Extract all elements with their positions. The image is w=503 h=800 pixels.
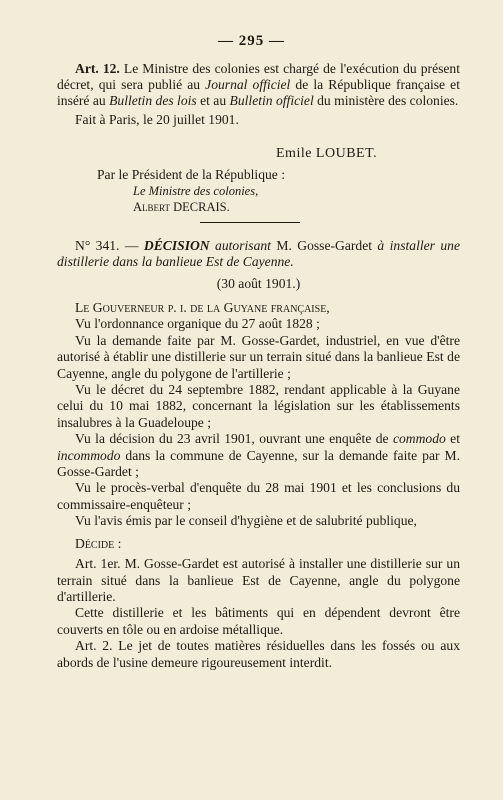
decide-heading: Décide : <box>75 535 122 551</box>
decision-date: (30 août 1901.) <box>216 276 301 292</box>
article-2-label: Art. 2. <box>75 638 113 654</box>
vu-4-text: Vu la décision du 23 avril 1901, ouvrant une enquête de <box>75 431 393 447</box>
le-ministre: Le Ministre des colonies, <box>133 184 259 198</box>
vu-paragraph-6: Vu l'avis émis par le conseil d'hygiène et de salubrité publique, <box>75 513 417 529</box>
article-2 <box>57 638 460 671</box>
page-number: — 295 — <box>218 33 285 49</box>
vu-paragraph-4 <box>57 431 460 480</box>
article-1-continued: Cette distillerie et les bâtiments qui en dépendent devront être couverts en tôle ou en ardoise métallique. <box>57 605 460 637</box>
article-12-text-3: et au <box>196 93 230 109</box>
decision-title-4: à installer une distillerie dans la banlieue Est de Cayenne. <box>57 238 460 270</box>
par-le-president: Par le Président de la République : <box>97 167 286 182</box>
decision-heading <box>57 238 460 293</box>
governor-line: Le Gouverneur p. i. de la Guyane française, <box>75 300 330 315</box>
vu-paragraph-3: Vu le décret du 24 septembre 1882, rendant applicable à la Guyane celui du 10 mai 1882, concernant la législation sur les établissements insalubres à la Guadeloupe ; <box>57 382 460 430</box>
minister-name: Albert DECRAIS. <box>133 200 230 214</box>
decision-body <box>57 300 460 671</box>
decision-label: DÉCISION <box>143 238 210 253</box>
article-1 <box>57 556 460 605</box>
incommodo: incommodo <box>57 447 121 463</box>
article-12-text: Le Ministre des colonies est chargé de l'exécution du présent décret, qui sera publié au <box>57 61 461 93</box>
vu-paragraph-5: Vu le procès-verbal d'enquête du 28 mai 1901 et les conclusions du commissaire-enquêteur ; <box>57 480 460 512</box>
article-12-paragraph <box>57 61 460 110</box>
decision-title-2: autorisant <box>209 238 277 253</box>
article-12-text-2: de la République française et inséré au <box>57 77 460 109</box>
vu-4-et: et <box>445 431 460 447</box>
article-1-text: M. Gosse-Gardet est autorisé à installer une distillerie sur un terrain situé dans la banlieue Est de Cayenne, angle du polygone d'artillerie. <box>57 556 460 604</box>
vu-paragraph-2: Vu la demande faite par M. Gosse-Gardet, industriel, en vue d'être autorisé à établir une distillerie sur un terrain situé dans la banlieue Est de Cayenne, angle du polygone de l'artillerie ; <box>57 332 460 381</box>
bulletin-des-lois: Bulletin des lois <box>109 93 197 109</box>
bulletin-officiel: Bulletin officiel <box>229 93 314 109</box>
article-12 <box>57 61 460 128</box>
vu-4-text-end: dans la commune de Cayenne, sur la demande faite par M. Gosse-Gardet ; <box>57 447 460 480</box>
journal-officiel: Journal officiel <box>205 77 291 93</box>
vu-paragraph-1: Vu l'ordonnance organique du 27 août 1828 ; <box>75 316 320 332</box>
fait-a-paris: Fait à Paris, le 20 juillet 1901. <box>75 111 239 127</box>
decision-number: N° 341. — <box>75 238 139 253</box>
decision-title <box>57 238 460 270</box>
signature-loubet: Emile LOUBET. <box>276 146 378 161</box>
decision-title-3: M. Gosse-Gardet <box>276 238 372 253</box>
section-divider <box>200 222 300 223</box>
article-2-text: Le jet de toutes matières résiduelles dans les fossés ou aux abords de l'usine demeure rigoureusement interdit. <box>57 638 460 670</box>
commodo: commodo <box>392 431 446 447</box>
article-12-text-4: du ministère des colonies. <box>313 93 459 109</box>
article-12-label: Art. 12. <box>75 61 120 76</box>
article-1-label: Art. 1er. <box>75 556 121 572</box>
